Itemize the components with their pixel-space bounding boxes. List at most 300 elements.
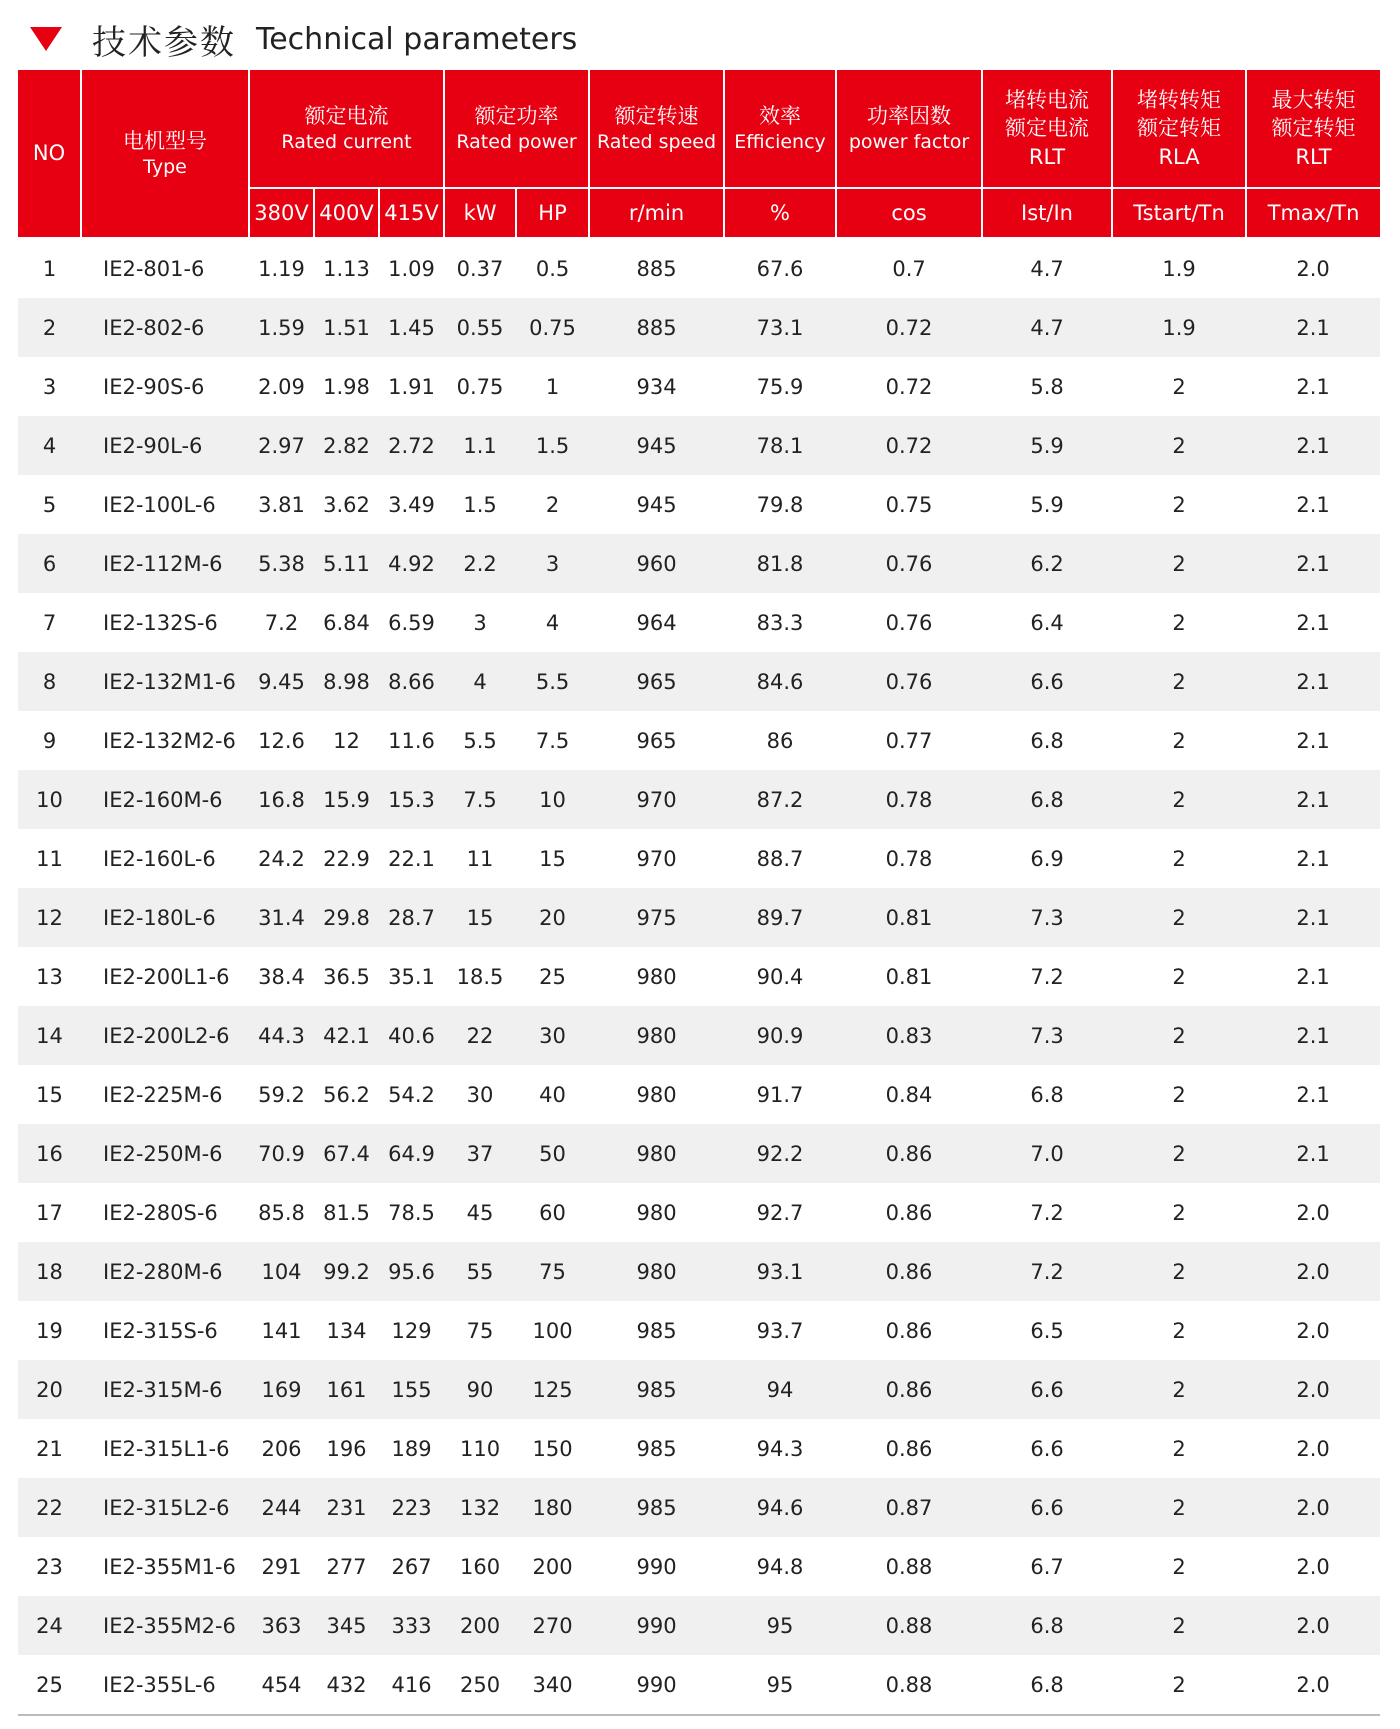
cell-current-415v: 1.91 — [388, 374, 435, 399]
cell-efficiency: 86 — [766, 728, 794, 753]
cell-power-factor: 0.78 — [836, 770, 982, 829]
cell-current-380v: 104 — [249, 1242, 314, 1301]
cell-efficiency: 78.1 — [724, 416, 836, 475]
cell-current-415v: 416 — [379, 1655, 444, 1715]
cell-power-kw: 2.2 — [444, 534, 516, 593]
cell-type: IE2-315L1-6 — [103, 1436, 230, 1461]
cell-current-415v: 95.6 — [379, 1242, 444, 1301]
cell-current-400v: 81.5 — [323, 1200, 370, 1225]
cell-current-415v: 155 — [379, 1360, 444, 1419]
table-row — [18, 238, 1380, 298]
cell-locked-current-ratio: 6.6 — [1030, 1436, 1064, 1461]
cell-max-torque-ratio: 2.1 — [1296, 374, 1330, 399]
table-row — [18, 1360, 1380, 1419]
cell-no: 9 — [42, 728, 57, 753]
header-max-torque-line2: 额定转矩 — [1271, 116, 1356, 141]
cell-power-hp: 50 — [516, 1124, 589, 1183]
cell-type: IE2-160L-6 — [103, 846, 216, 871]
cell-type: IE2-801-6 — [103, 256, 205, 281]
cell-locked-torque-ratio: 2 — [1112, 534, 1246, 593]
unit-kw: kW — [444, 188, 516, 238]
cell-type: IE2-132S-6 — [103, 610, 218, 635]
header-power-factor-en: power factor — [848, 130, 970, 153]
title-english: Technical parameters — [256, 21, 578, 57]
technical-parameters-table — [18, 70, 1380, 1716]
cell-speed: 945 — [589, 416, 724, 475]
cell-locked-current-ratio: 7.0 — [982, 1124, 1112, 1183]
cell-power-kw: 0.55 — [444, 298, 516, 357]
cell-current-415v: 223 — [379, 1478, 444, 1537]
table-row — [18, 888, 1380, 947]
header-locked-current-line3: RLT — [1028, 144, 1066, 169]
cell-speed: 885 — [636, 256, 677, 281]
header-rated-speed — [589, 70, 724, 188]
cell-max-torque-ratio: 2.1 — [1246, 534, 1380, 593]
cell-power-factor: 0.86 — [836, 1124, 982, 1183]
cell-power-kw: 55 — [444, 1242, 516, 1301]
cell-speed: 980 — [589, 1124, 724, 1183]
header-locked-current-line1: 堵转电流 — [1005, 87, 1090, 112]
cell-efficiency: 79.8 — [756, 492, 804, 517]
cell-speed: 985 — [636, 1436, 677, 1461]
cell-speed: 885 — [589, 298, 724, 357]
cell-max-torque-ratio: 2.0 — [1246, 1478, 1380, 1537]
cell-type: IE2-160M-6 — [81, 770, 249, 829]
cell-power-factor: 0.84 — [885, 1082, 933, 1107]
table-row — [18, 1301, 1380, 1360]
cell-no: 8 — [18, 652, 81, 711]
cell-current-400v: 1.51 — [314, 298, 379, 357]
cell-no: 16 — [18, 1124, 81, 1183]
cell-max-torque-ratio: 2.1 — [1296, 1082, 1330, 1107]
cell-type: IE2-132M2-6 — [103, 728, 236, 753]
cell-power-factor: 0.75 — [885, 492, 933, 517]
header-locked-torque-line2: 额定转矩 — [1137, 116, 1222, 141]
cell-power-kw: 22 — [444, 1006, 516, 1065]
cell-locked-current-ratio: 4.7 — [1030, 256, 1064, 281]
cell-efficiency: 92.7 — [756, 1200, 804, 1225]
cell-max-torque-ratio: 2.0 — [1296, 1318, 1330, 1343]
cell-speed: 970 — [636, 846, 677, 871]
cell-power-factor: 0.72 — [885, 374, 933, 399]
cell-locked-current-ratio: 6.4 — [1030, 610, 1064, 635]
cell-locked-current-ratio: 6.6 — [982, 652, 1112, 711]
cell-efficiency: 67.6 — [756, 256, 804, 281]
cell-power-factor: 0.72 — [836, 416, 982, 475]
cell-power-factor: 0.86 — [836, 1360, 982, 1419]
cell-efficiency: 94 — [724, 1360, 836, 1419]
cell-power-hp: 75 — [516, 1242, 589, 1301]
header-rated-current — [249, 70, 444, 188]
cell-current-380v: 85.8 — [258, 1200, 305, 1225]
cell-power-kw: 1.5 — [463, 492, 497, 517]
cell-power-hp: 1 — [545, 374, 560, 399]
cell-power-hp: 2 — [545, 492, 560, 517]
header-rated-speed-en: Rated speed — [596, 130, 717, 153]
cell-power-factor: 0.83 — [836, 1006, 982, 1065]
cell-current-400v: 196 — [326, 1436, 367, 1461]
table-row — [18, 1242, 1380, 1301]
cell-no: 20 — [18, 1360, 81, 1419]
cell-current-380v: 1.19 — [258, 256, 305, 281]
cell-current-380v: 9.45 — [249, 652, 314, 711]
unit-percent: % — [724, 188, 836, 238]
cell-current-400v: 12 — [333, 728, 360, 753]
cell-power-kw: 250 — [444, 1655, 516, 1715]
table-row — [18, 416, 1380, 475]
cell-power-hp: 40 — [539, 1082, 566, 1107]
cell-locked-current-ratio: 6.7 — [1030, 1554, 1064, 1579]
cell-no: 21 — [36, 1436, 63, 1461]
cell-no: 22 — [18, 1478, 81, 1537]
cell-speed: 980 — [636, 1200, 677, 1225]
cell-power-factor: 0.76 — [836, 652, 982, 711]
cell-efficiency: 91.7 — [756, 1082, 804, 1107]
cell-current-400v: 8.98 — [314, 652, 379, 711]
cell-max-torque-ratio: 2.1 — [1246, 416, 1380, 475]
table-body — [18, 238, 1380, 1715]
cell-current-400v: 67.4 — [314, 1124, 379, 1183]
cell-efficiency: 92.2 — [724, 1124, 836, 1183]
cell-current-380v: 454 — [249, 1655, 314, 1715]
table-row — [18, 1006, 1380, 1065]
cell-power-hp: 125 — [516, 1360, 589, 1419]
cell-power-kw: 132 — [444, 1478, 516, 1537]
cell-locked-current-ratio: 6.6 — [982, 1360, 1112, 1419]
cell-max-torque-ratio: 2.1 — [1296, 964, 1330, 989]
cell-speed: 945 — [636, 492, 677, 517]
cell-current-415v: 2.72 — [379, 416, 444, 475]
cell-type: IE2-315M-6 — [81, 1360, 249, 1419]
cell-current-400v: 2.82 — [314, 416, 379, 475]
cell-power-factor: 0.81 — [836, 888, 982, 947]
cell-no: 1 — [42, 256, 57, 281]
cell-locked-torque-ratio: 2 — [1172, 1436, 1186, 1461]
cell-current-380v: 3.81 — [258, 492, 305, 517]
cell-efficiency: 84.6 — [724, 652, 836, 711]
cell-power-kw: 37 — [444, 1124, 516, 1183]
cell-efficiency: 87.2 — [724, 770, 836, 829]
cell-power-kw: 4 — [444, 652, 516, 711]
header-rated-power-cn: 额定功率 — [474, 103, 559, 128]
cell-efficiency: 95 — [724, 1596, 836, 1655]
table-row — [18, 1419, 1380, 1478]
cell-current-415v: 189 — [391, 1436, 432, 1461]
cell-locked-torque-ratio: 2 — [1172, 1554, 1186, 1579]
cell-current-380v: 31.4 — [249, 888, 314, 947]
header-rated-current-en: Rated current — [281, 130, 412, 153]
cell-efficiency: 90.4 — [756, 964, 804, 989]
cell-power-kw: 160 — [459, 1554, 501, 1579]
cell-speed: 965 — [589, 652, 724, 711]
cell-current-415v: 40.6 — [379, 1006, 444, 1065]
cell-current-415v: 78.5 — [388, 1200, 435, 1225]
cell-locked-torque-ratio: 2 — [1172, 1082, 1186, 1107]
header-type-cn: 电机型号 — [123, 128, 207, 153]
cell-locked-current-ratio: 7.3 — [982, 888, 1112, 947]
cell-power-hp: 30 — [516, 1006, 589, 1065]
cell-power-factor: 0.77 — [885, 728, 933, 753]
header-rated-speed-cn: 额定转速 — [614, 103, 699, 128]
cell-locked-current-ratio: 6.6 — [982, 1478, 1112, 1537]
cell-type: IE2-200L2-6 — [81, 1006, 249, 1065]
cell-no: 4 — [18, 416, 81, 475]
cell-speed: 934 — [636, 374, 677, 399]
cell-max-torque-ratio: 2.0 — [1296, 1436, 1330, 1461]
cell-power-factor: 0.88 — [885, 1554, 933, 1579]
cell-current-415v: 15.3 — [379, 770, 444, 829]
cell-current-400v: 277 — [326, 1554, 367, 1579]
table-row — [18, 1478, 1380, 1537]
cell-current-380v: 1.59 — [249, 298, 314, 357]
header-efficiency-cn: 效率 — [759, 103, 802, 128]
cell-power-hp: 7.5 — [535, 728, 570, 753]
cell-max-torque-ratio: 2.0 — [1246, 1242, 1380, 1301]
cell-current-380v: 206 — [261, 1436, 302, 1461]
section-title — [30, 14, 577, 64]
cell-current-415v: 54.2 — [388, 1082, 435, 1107]
cell-efficiency: 75.9 — [756, 374, 804, 399]
cell-locked-torque-ratio: 2 — [1112, 652, 1246, 711]
unit-ist-in: Ist/In — [982, 188, 1112, 238]
header-max-torque — [1246, 70, 1380, 188]
cell-power-hp: 25 — [539, 964, 566, 989]
cell-locked-current-ratio: 7.2 — [1030, 1200, 1064, 1225]
cell-max-torque-ratio: 2.1 — [1296, 610, 1330, 635]
cell-type: IE2-112M-6 — [81, 534, 249, 593]
cell-current-400v: 56.2 — [323, 1082, 370, 1107]
unit-380v: 380V — [249, 188, 314, 238]
cell-no: 12 — [18, 888, 81, 947]
triangle-marker-icon — [30, 27, 62, 51]
header-power-factor — [836, 70, 982, 188]
cell-efficiency: 93.7 — [756, 1318, 804, 1343]
unit-rpm: r/min — [589, 188, 724, 238]
table-row — [18, 652, 1380, 711]
cell-locked-current-ratio: 6.8 — [982, 1596, 1112, 1655]
cell-speed: 985 — [589, 1360, 724, 1419]
header-rated-power — [444, 70, 589, 188]
cell-current-415v: 129 — [391, 1318, 432, 1343]
cell-power-hp: 270 — [516, 1596, 589, 1655]
cell-speed: 980 — [589, 1006, 724, 1065]
cell-power-kw: 18.5 — [456, 964, 504, 989]
cell-power-factor: 0.76 — [836, 534, 982, 593]
cell-current-380v: 363 — [249, 1596, 314, 1655]
cell-no: 24 — [18, 1596, 81, 1655]
table-row — [18, 947, 1380, 1006]
cell-locked-current-ratio: 5.9 — [982, 416, 1112, 475]
cell-power-hp: 0.5 — [535, 256, 570, 281]
cell-locked-torque-ratio: 1.9 — [1162, 256, 1196, 281]
cell-current-415v: 64.9 — [379, 1124, 444, 1183]
cell-efficiency: 95 — [724, 1655, 836, 1715]
cell-no: 25 — [18, 1655, 81, 1715]
cell-power-factor: 0.87 — [836, 1478, 982, 1537]
header-efficiency-en: Efficiency — [734, 130, 826, 153]
cell-current-380v: 7.2 — [264, 610, 299, 635]
cell-type: IE2-802-6 — [81, 298, 249, 357]
cell-max-torque-ratio: 2.1 — [1246, 888, 1380, 947]
cell-power-kw: 0.75 — [456, 374, 504, 399]
cell-max-torque-ratio: 2.1 — [1296, 728, 1330, 753]
table-row — [18, 1537, 1380, 1596]
cell-locked-torque-ratio: 2 — [1172, 492, 1186, 517]
cell-power-hp: 15 — [539, 846, 566, 871]
cell-max-torque-ratio: 2.1 — [1246, 770, 1380, 829]
cell-current-415v: 35.1 — [388, 964, 435, 989]
header-locked-torque-line1: 堵转转矩 — [1137, 87, 1222, 112]
table-row — [18, 357, 1380, 416]
cell-no: 17 — [36, 1200, 63, 1225]
cell-efficiency: 89.7 — [724, 888, 836, 947]
header-max-torque-line1: 最大转矩 — [1271, 87, 1356, 112]
cell-locked-torque-ratio: 2 — [1172, 1200, 1186, 1225]
cell-current-380v: 24.2 — [258, 846, 305, 871]
cell-current-415v: 8.66 — [379, 652, 444, 711]
cell-current-380v: 16.8 — [249, 770, 314, 829]
cell-type: IE2-280S-6 — [103, 1200, 218, 1225]
cell-locked-current-ratio: 4.7 — [982, 298, 1112, 357]
cell-current-415v: 333 — [379, 1596, 444, 1655]
cell-speed: 975 — [589, 888, 724, 947]
cell-type: IE2-280M-6 — [81, 1242, 249, 1301]
cell-locked-torque-ratio: 2 — [1112, 1242, 1246, 1301]
cell-current-415v: 1.09 — [388, 256, 435, 281]
cell-max-torque-ratio: 2.1 — [1296, 846, 1330, 871]
table-row — [18, 1183, 1380, 1242]
cell-type: IE2-355M2-6 — [81, 1596, 249, 1655]
cell-type: IE2-100L-6 — [103, 492, 216, 517]
unit-415v: 415V — [379, 188, 444, 238]
cell-current-380v: 2.09 — [258, 374, 305, 399]
table-row — [18, 475, 1380, 534]
cell-no: 15 — [36, 1082, 63, 1107]
cell-current-400v: 1.13 — [323, 256, 370, 281]
cell-no: 7 — [42, 610, 57, 635]
cell-locked-current-ratio: 5.8 — [1030, 374, 1064, 399]
table-row — [18, 1124, 1380, 1183]
cell-type: IE2-200L1-6 — [103, 964, 230, 989]
cell-current-380v: 141 — [261, 1318, 302, 1343]
cell-locked-torque-ratio: 2 — [1112, 1655, 1246, 1715]
cell-max-torque-ratio: 2.1 — [1296, 492, 1330, 517]
cell-current-400v: 6.84 — [323, 610, 370, 635]
cell-locked-current-ratio: 7.2 — [1030, 964, 1064, 989]
cell-locked-torque-ratio: 2 — [1112, 1478, 1246, 1537]
cell-current-400v: 1.98 — [323, 374, 370, 399]
table-row — [18, 298, 1380, 357]
cell-power-factor: 0.86 — [885, 1318, 933, 1343]
cell-no: 11 — [36, 846, 63, 871]
cell-power-kw: 75 — [466, 1318, 494, 1343]
cell-locked-torque-ratio: 1.9 — [1112, 298, 1246, 357]
cell-current-400v: 134 — [326, 1318, 367, 1343]
cell-power-hp: 60 — [539, 1200, 566, 1225]
cell-type: IE2-315S-6 — [103, 1318, 218, 1343]
cell-current-380v: 59.2 — [258, 1082, 305, 1107]
cell-locked-torque-ratio: 2 — [1172, 1318, 1186, 1343]
cell-no: 18 — [18, 1242, 81, 1301]
cell-power-factor: 0.76 — [885, 610, 933, 635]
cell-max-torque-ratio: 2.1 — [1246, 298, 1380, 357]
cell-locked-current-ratio: 6.9 — [1030, 846, 1064, 871]
cell-type: IE2-225M-6 — [103, 1082, 223, 1107]
cell-current-400v: 15.9 — [314, 770, 379, 829]
table-row — [18, 829, 1380, 888]
cell-max-torque-ratio: 2.1 — [1246, 652, 1380, 711]
cell-speed: 980 — [636, 1082, 677, 1107]
unit-tstart-tn: Tstart/Tn — [1112, 188, 1246, 238]
cell-power-kw: 3 — [473, 610, 487, 635]
cell-max-torque-ratio: 2.0 — [1296, 1554, 1330, 1579]
cell-speed: 990 — [589, 1655, 724, 1715]
cell-power-hp: 100 — [532, 1318, 573, 1343]
cell-power-factor: 0.88 — [836, 1655, 982, 1715]
cell-power-factor: 0.86 — [885, 1436, 933, 1461]
cell-locked-current-ratio: 6.8 — [1030, 1082, 1064, 1107]
cell-current-400v: 3.62 — [323, 492, 370, 517]
cell-max-torque-ratio: 2.0 — [1246, 1655, 1380, 1715]
cell-locked-current-ratio: 5.9 — [1030, 492, 1064, 517]
cell-max-torque-ratio: 2.1 — [1246, 1006, 1380, 1065]
cell-locked-torque-ratio: 2 — [1112, 770, 1246, 829]
cell-power-hp: 4 — [545, 610, 560, 635]
cell-current-380v: 169 — [249, 1360, 314, 1419]
unit-tmax-tn: Tmax/Tn — [1246, 188, 1380, 238]
cell-power-kw: 45 — [466, 1200, 494, 1225]
cell-power-factor: 0.86 — [885, 1200, 933, 1225]
cell-power-kw: 30 — [466, 1082, 494, 1107]
cell-power-kw: 90 — [444, 1360, 516, 1419]
cell-current-400v: 432 — [314, 1655, 379, 1715]
cell-power-hp: 150 — [532, 1436, 573, 1461]
cell-max-torque-ratio: 2.0 — [1246, 1360, 1380, 1419]
cell-current-380v: 70.9 — [249, 1124, 314, 1183]
header-max-torque-line3: RLT — [1295, 144, 1332, 169]
cell-power-hp: 5.5 — [516, 652, 589, 711]
cell-current-380v: 38.4 — [258, 964, 305, 989]
cell-current-400v: 231 — [314, 1478, 379, 1537]
cell-current-380v: 244 — [249, 1478, 314, 1537]
header-locked-current-line2: 额定电流 — [1005, 116, 1090, 141]
table-row — [18, 593, 1380, 652]
cell-locked-torque-ratio: 2 — [1112, 888, 1246, 947]
cell-speed: 965 — [636, 728, 677, 753]
cell-efficiency: 94.6 — [724, 1478, 836, 1537]
cell-locked-current-ratio: 6.8 — [982, 1655, 1112, 1715]
cell-current-400v: 22.9 — [323, 846, 370, 871]
cell-efficiency: 83.3 — [756, 610, 804, 635]
cell-locked-torque-ratio: 2 — [1112, 1006, 1246, 1065]
cell-power-factor: 0.78 — [885, 846, 933, 871]
cell-locked-current-ratio: 7.2 — [982, 1242, 1112, 1301]
cell-no: 10 — [18, 770, 81, 829]
cell-current-400v: 5.11 — [314, 534, 379, 593]
cell-speed: 964 — [636, 610, 677, 635]
cell-current-400v: 345 — [314, 1596, 379, 1655]
cell-current-400v: 161 — [314, 1360, 379, 1419]
cell-no: 2 — [18, 298, 81, 357]
cell-power-kw: 15 — [444, 888, 516, 947]
cell-speed: 985 — [589, 1478, 724, 1537]
cell-locked-current-ratio: 6.5 — [1030, 1318, 1064, 1343]
header-locked-torque — [1112, 70, 1246, 188]
cell-current-380v: 44.3 — [249, 1006, 314, 1065]
cell-no: 13 — [36, 964, 63, 989]
cell-speed: 990 — [636, 1554, 677, 1579]
cell-efficiency: 94.8 — [756, 1554, 804, 1579]
